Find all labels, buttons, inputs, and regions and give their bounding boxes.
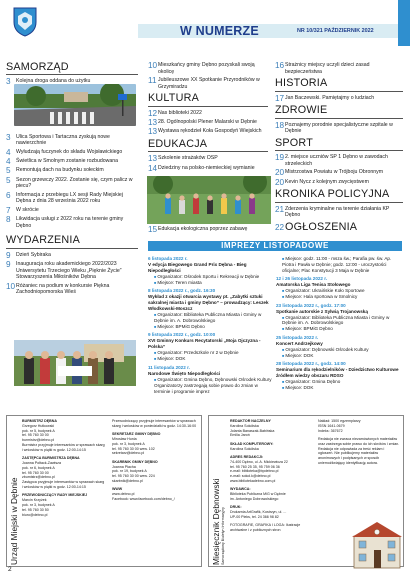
- toc-item[interactable]: [275, 122, 403, 135]
- toc-item-text: Strażnicy miejscy uczyli dzieci zasad bezpieczeństwa: [285, 62, 370, 75]
- event-name: V edycja Biegowego Grand Prix Dębna - Bieg Niepodległości: [148, 261, 247, 273]
- section-title-historia: HISTORIA: [275, 77, 328, 90]
- event-detail: ■ Organizator: Biblioteka Publiczna Miasta i Gminy w Dębnie im. A. Dobrowolskiego: [148, 312, 272, 324]
- photo-credit: FOTOGRAFIE, GRAFIKA I LOGA: Ilustracje archiwalne i z publicznych stron: [230, 523, 301, 532]
- website-link[interactable]: www.debno.pl: [112, 492, 135, 497]
- toc-item[interactable]: [275, 206, 403, 219]
- event-detail: ■ Organizator: Przedszkole nr 2 w Dębnie: [148, 350, 272, 356]
- toc-page-number: 4: [6, 147, 11, 157]
- right-column: [275, 62, 403, 235]
- editorial-line: ISSN 1641-0679: [318, 423, 345, 428]
- toc-item[interactable]: [6, 283, 138, 296]
- contact-line: pok. nr 5, budynek A: [22, 428, 55, 433]
- section-title-kronika: KRONIKA POLICYJNA: [275, 188, 390, 201]
- editorial-disclaimer: Redakcja nie zwraca niezamówionych materiałów oraz zastrzega sobie prawo do ich skrótów i zmian. Redakcja nie odpowiada za treść reklam i ogłoszeń. Nie publikujemy materiałów anonimowych i podpisanych w sposób uniemożliwiający identyfikację autora.: [318, 436, 400, 465]
- contact-line: tel. 95 760 30 00: [22, 470, 49, 475]
- section-title-zdrowie: ZDROWIE: [275, 104, 328, 117]
- event-item: [148, 365, 272, 395]
- editorial-line[interactable]: e-mail: biblioteka@bpdebno.pl: [230, 469, 279, 474]
- contact-line: pok. nr 3, budynek A: [112, 441, 145, 446]
- toc-item[interactable]: [6, 134, 138, 147]
- toc-page-number: 18: [275, 120, 285, 130]
- town-crest-icon: [8, 4, 42, 38]
- event-item: [276, 361, 404, 391]
- editorial-line: Emilia Jaroń: [230, 433, 250, 438]
- toc-item[interactable]: [275, 62, 403, 75]
- corner-accent-bar: [398, 0, 410, 46]
- editorial-heading: REDAKTOR NACZELNY: [230, 419, 271, 423]
- toc-item-text: Kolejna droga oddana do użytku: [16, 78, 91, 85]
- toc-page-number: 20: [275, 168, 285, 178]
- toc-item-text: Świetlica w Smolnym zostanie rozbudowana: [16, 157, 119, 164]
- toc-page-number: 11: [148, 75, 157, 85]
- toc-page-number: 6: [6, 190, 11, 200]
- event-detail: ■ Miejsce: Hala sportowa w Smolnicy: [276, 294, 404, 300]
- contact-line: Joanna Płacha: [112, 464, 136, 469]
- toc-page-number: 10: [6, 281, 16, 291]
- editorial-line: tel. 95 760 25 35, 95 759 06 36: [230, 464, 280, 469]
- event-detail: ■ Miejsce: BPMiG Dębno: [148, 324, 272, 330]
- toc-item-text: Wystawa rękodzieł Koła Gospodyń Wiejskich: [158, 128, 262, 135]
- toc-item[interactable]: [6, 177, 138, 190]
- contact-line: tel. 95 760 30 00 wew. 224: [112, 474, 155, 479]
- section-title-wydarzenia: WYDARZENIA: [6, 234, 80, 247]
- toc-item-text: Inauguracja roku akademickiego 2022/2023 Uniwersytetu Trzeciego Wieku „Pięknie Życie” Stowarzyszenia Miłośników Dębna: [16, 260, 122, 281]
- event-date: 12 i 26 listopada 2022 r.: [276, 276, 328, 282]
- editorial-line[interactable]: www.bibliotekadebno.com.pl: [230, 478, 276, 483]
- toc-item-text: 2. miejsce uczniów SP 1 Dębno w zawodach strzeleckich: [285, 154, 388, 168]
- office-contacts-col-1: [22, 419, 106, 517]
- events-right-list: [276, 256, 404, 393]
- contact-line[interactable]: sekretarz@debno.pl: [112, 451, 145, 456]
- toc-item-text: W skrócie: [16, 206, 39, 213]
- event-name: Narodowe Święto Niepodległości: [148, 370, 221, 376]
- toc-item[interactable]: [148, 165, 268, 173]
- outdoor-group-photo: [147, 176, 271, 224]
- toc-item-text: Poznajemy porodnie specjalistyczne szpitale w Dębnie: [285, 121, 393, 135]
- editorial-line: Biblioteka Publiczna MiG w Dębnie: [230, 492, 286, 497]
- toc-page-number: 5: [6, 166, 11, 176]
- contact-heading: SEKRETARZ GMINY DĘBNO: [112, 432, 161, 437]
- event-date: 9 listopada 2022 r., godz. 10:00: [148, 332, 216, 338]
- toc-item[interactable]: [6, 167, 138, 175]
- toc-page-number: 9: [6, 259, 11, 269]
- toc-page-number: 13: [148, 117, 158, 127]
- section-title-kultura: KULTURA: [148, 92, 199, 105]
- toc-item[interactable]: [275, 169, 403, 177]
- editorial-heading: DRUK:: [230, 505, 242, 510]
- toc-item-text: Jubileuszowe XX Spotkanie Przyrodników w Grzymiradzu: [158, 76, 260, 90]
- toc-item-text: Jan Baczewski. Pamiętajmy o ludziach: [285, 94, 375, 101]
- toc-item-text: Kevin Nycz z kolejnym zwycięstwem: [285, 178, 369, 185]
- event-note: Organizatorzy zastrzegają sobie prawo do zmian w terminie i programie imprez: [154, 382, 258, 394]
- contact-line: Mirosław Hunia: [112, 436, 137, 441]
- toc-item-text: Likwidacja usługi z 2022 roku na terenie gminy Dębno: [16, 215, 124, 229]
- toc-item-text: Zderzenia kryminalne na terenie działania KP Dębno: [285, 205, 390, 219]
- section-title-samorzad: SAMORZĄD: [6, 61, 69, 73]
- event-detail: ■ Organizator: Biblioteka Publiczna Miasta i Gminy w Dębnie im. A. Dobrowolskiego: [276, 315, 404, 327]
- editorial-line: Karolina Sokólska: [230, 446, 259, 451]
- event-name: XVI Gminny Konkurs Recytatorski „Moja Ojczyzna - Polska”: [148, 338, 261, 350]
- office-contacts-col-2: [112, 419, 198, 502]
- contact-line: Grzegorz Hutkowski: [22, 423, 55, 428]
- contact-line: tel. 95 760 30 00: [22, 433, 49, 438]
- library-building-illustration: [350, 518, 404, 570]
- facebook-link[interactable]: Facebook: www.facebook.com/debno_/: [112, 496, 175, 501]
- section-rule: [6, 74, 138, 75]
- section-rule: [275, 150, 403, 151]
- section-rule: [6, 248, 138, 249]
- toc-page-number: 14: [148, 163, 158, 173]
- toc-item[interactable]: [6, 192, 138, 205]
- contact-heading: PRZEWODNICZĄCY RADY MIEJSKIEJ: [22, 493, 88, 498]
- toc-page-number: 10: [148, 61, 158, 70]
- toc-page-number: 20: [275, 177, 285, 187]
- toc-page-number: 9: [6, 250, 11, 260]
- section-title-ogloszenia: OGŁOSZENIA: [285, 221, 358, 234]
- toc-page-number: 13: [148, 154, 158, 164]
- event-item: [276, 303, 404, 333]
- toc-page-number: 21: [275, 204, 285, 214]
- event-detail: ■ Miejsce: Teren miasta: [148, 280, 272, 286]
- event-item: [276, 335, 404, 359]
- editorial-line: 74-400 Dębno, ul. A. Mickiewicza 22: [230, 459, 288, 464]
- event-detail: ■ Miejsce: godz. 11:00 - msza św.; Parafia pw. św. Ap. Piotra i Pawła w Dębnie; godz. 12:00 - uroczystości oficjalne; Plac Konstytucji 3 Maja w Dębnie: [276, 256, 404, 274]
- event-date: 28 listopada 2022 r., godz. 14:00: [276, 361, 346, 367]
- toc-item[interactable]: [148, 128, 268, 136]
- editorial-line[interactable]: e-mail: sokol.k@debno.pl: [230, 474, 271, 479]
- editorial-line: Jolanta Banaszak-Babińska: [230, 428, 275, 433]
- toc-page-number: 8: [6, 214, 11, 224]
- toc-page-number: 3: [6, 77, 11, 87]
- toc-page-number: 3: [6, 132, 11, 142]
- event-name: Wykład z okazji otwarcia wystawy pt. „Zabytki sztuki sakralnej miasta i gminy Dębno” – prowadzący: Leszek Włodkowski-Moszcz: [148, 294, 269, 312]
- events-left-list: [148, 256, 272, 397]
- contact-line: tel. 95 760 30 00 wew. 102: [112, 446, 155, 451]
- issue-heading: W NUMERZE: [180, 24, 259, 38]
- toc-item[interactable]: [275, 154, 403, 167]
- office-label: Urząd Miejski w Dębnie: [9, 477, 19, 565]
- event-detail: ■ Organizator: Ośrodek Sportu i Rekreacji w Dębnie: [148, 274, 272, 280]
- contact-line[interactable]: biuro@debno.pl: [22, 512, 48, 517]
- page-number: 2: [8, 566, 12, 573]
- event-date: 8 listopada 2022 r., godz. 16:30: [148, 288, 216, 294]
- toc-item[interactable]: [148, 110, 268, 118]
- toc-item[interactable]: [275, 95, 403, 103]
- toc-page-number: 16: [275, 61, 285, 70]
- toc-item[interactable]: [6, 149, 138, 157]
- editorial-line: im. Antoniego Dobrowolskiego: [230, 496, 279, 501]
- toc-item-text: Mieszkańcy gminy Dębno pozyskali swoją okolicę: [158, 62, 255, 75]
- event-item: [276, 276, 404, 300]
- event-detail: ■ Organizator: Ukraińskie Koło Sportowe: [276, 288, 404, 294]
- section-rule: [148, 151, 268, 152]
- toc-page-number: 5: [6, 175, 11, 185]
- toc-item-text: Dziedziny na polsko-niemieckiej wymianie: [158, 164, 255, 171]
- event-detail: ■ Organizator: Gmina Dębno, Dębnowski Ośrodek Kultury: [148, 377, 272, 383]
- contact-line: tel. 95 760 30 50: [22, 507, 49, 512]
- section-title-sport: SPORT: [275, 137, 313, 150]
- section-rule: [148, 106, 268, 107]
- contact-heading: ZASTĘPCA BURMISTRZA DĘBNA: [22, 456, 80, 461]
- contact-heading: WWW: [112, 487, 123, 492]
- toc-item-text: Ulica Sportowa i Tartaczna zyskują nowe nawierzchnie: [16, 133, 110, 147]
- toc-item[interactable]: [6, 261, 138, 281]
- toc-item[interactable]: [275, 222, 403, 233]
- toc-item-text: Nas biblioteki 2022: [158, 109, 202, 116]
- contact-line[interactable]: skarbnik@debno.pl: [112, 478, 143, 483]
- toc-item[interactable]: [275, 179, 403, 187]
- editorial-line: UP-00 Pleks, tel. 24 366 98 82: [230, 514, 279, 519]
- event-date: 11 listopada 2022 r.: [148, 364, 190, 370]
- event-name: Koncert Andrzejkowy: [276, 340, 323, 346]
- editorial-line: Karolina Sokólska: [230, 423, 259, 428]
- contact-line: Przewodniczący przyjmuje interesantów w sprawach skarg i wniosków w poniedziałki w godz. 14:30-16:00: [112, 419, 197, 428]
- toc-item[interactable]: [6, 158, 138, 166]
- contact-heading: SKARBNIK GMINY DĘBNO: [112, 459, 158, 464]
- toc-page-number: 12: [148, 108, 158, 118]
- section-rule: [275, 118, 403, 119]
- editorial-line: Indeks: 367672: [318, 428, 343, 433]
- event-date: 23 listopada 2022 r., godz. 17:00: [276, 302, 346, 308]
- toc-item-text: Różaniec na podium w konkursie Piękna Zachodniopomorska Wieś: [16, 282, 110, 296]
- toc-item-text: Sezon grzewczy 2022. Zostanie się, czym palicz w piecu?: [16, 176, 133, 190]
- editorial-line: Nakład: 1500 egzemplarzy: [318, 419, 361, 423]
- event-date: 6 listopada 2022 r.: [148, 256, 188, 261]
- toc-page-number: 4: [6, 156, 11, 166]
- page-header: [0, 0, 410, 44]
- toc-page-number: 22: [275, 222, 285, 232]
- contact-heading: BURMISTRZ DĘBNA: [22, 419, 57, 423]
- masthead-footer: [6, 415, 404, 573]
- toc-item[interactable]: [148, 119, 268, 127]
- contact-line: Burmistrz przyjmuje interesantów w sprawach skarg i wniosków w piątki w godz. 12:00-14:15: [22, 443, 105, 452]
- event-detail: ■ Miejsce: DOK: [276, 385, 404, 391]
- toc-page-number: 13: [148, 127, 158, 137]
- toc-page-number: 15: [148, 225, 158, 235]
- toc-item[interactable]: [6, 207, 138, 215]
- toc-item[interactable]: [148, 155, 268, 163]
- editorial-heading: WYDAWCA:: [230, 487, 251, 492]
- editorial-line: Drukarnia ArtGrafik, Kostrzyn, ul. ...: [230, 510, 287, 514]
- event-item: [148, 332, 272, 362]
- toc-page-number: 19: [275, 153, 285, 163]
- event-detail: ■ Organizator: Gmina Dębno: [276, 379, 404, 385]
- toc-item-text: 28. Ogólnopolski Plener Malarski w Dębnie: [158, 118, 257, 125]
- contact-line: Joanna Połtack-Zawisza: [22, 461, 61, 465]
- road-crossing-photo: [14, 84, 136, 126]
- magazine-sublabel: Samorządowy Biuletyn Informacyjny: [221, 507, 225, 565]
- event-detail: ■ Miejsce: DOK: [276, 353, 404, 359]
- section-rule: [275, 202, 403, 203]
- toc-item-text: Wyłudzają fuczynek do składu Wojsławickiego: [16, 148, 123, 155]
- toc-item-text: Szkolenie strażaków OSP: [158, 155, 218, 162]
- toc-item-text: Mistrzostwa Powiatu w Trójboju Obronnym: [285, 169, 384, 176]
- event-name: Spotkanie autorskie z Sylwią Trojanowską: [276, 308, 368, 314]
- event-name: Seminarium dla rękodzielników - Dziedzictwo Kulturowe źródłem wiedzy obszaru RDSO: [276, 367, 399, 378]
- toc-item[interactable]: [148, 226, 268, 234]
- issue-number: NR 10/321 PAŹDZIERNIK 2022: [297, 28, 374, 34]
- contact-line[interactable]: burmistrz@debno.pl: [22, 438, 55, 443]
- toc-item[interactable]: [6, 252, 138, 260]
- toc-item[interactable]: [6, 216, 138, 229]
- editorial-heading: SKŁAD KOMPUTEROWY:: [230, 441, 274, 446]
- award-ceremony-photo: [14, 340, 136, 386]
- contact-line: pok. nr 3, budynek A: [22, 503, 55, 507]
- event-date: 25 listopada 2022 r.: [276, 334, 319, 340]
- contact-line: pok. nr 19, budynek A: [112, 469, 147, 474]
- editorial-col-1: [230, 419, 312, 533]
- editorial-col-2: [318, 419, 400, 466]
- toc-item-text: Dzień Sybiraka: [16, 251, 51, 258]
- event-detail: ■ Miejsce: DOK: [148, 356, 272, 362]
- contact-line: Zastępca przyjmuje interesantów w sprawach skarg i wniosków w piątki w godz. 12:00-14:15: [22, 480, 105, 490]
- toc-item-text: Informacja z przebiegu LX sesji Rady Miejskiej Dębna z dnia 28 września 2022 roku: [16, 191, 123, 205]
- toc-page-number: 17: [275, 93, 285, 103]
- section-rule: [275, 91, 403, 92]
- event-name: Amatorska Liga Tenisa Stołowego: [276, 282, 351, 288]
- event-item: [148, 256, 272, 286]
- contact-line: Marcin Krzyżek: [22, 498, 47, 503]
- toc-item-text: Edukacja ekologiczna poprzez zabawę: [158, 226, 248, 233]
- magazine-label: Miesięcznik Dębnowski: [211, 478, 221, 565]
- toc-item[interactable]: [148, 77, 268, 90]
- event-detail: ■ Organizator: Dębnowski Ośrodek Kultury: [276, 347, 404, 353]
- toc-item-text: Remontują dach na budynku sołeckim: [16, 167, 104, 174]
- event-item: [148, 288, 272, 330]
- toc-page-number: 7: [6, 205, 11, 215]
- toc-item[interactable]: [148, 62, 268, 75]
- section-title-edukacja: EDUKACJA: [148, 138, 208, 151]
- contact-line: pok. nr 6, budynek A: [22, 465, 55, 470]
- events-banner-title: IMPREZY LISTOPADOWE: [221, 241, 329, 250]
- editorial-heading: ADRES REDAKCJI:: [230, 454, 264, 459]
- contact-line[interactable]: zbumistrz@debno.pl: [22, 475, 55, 480]
- event-detail: ■ Miejsce: BPMiG Dębno: [276, 326, 404, 332]
